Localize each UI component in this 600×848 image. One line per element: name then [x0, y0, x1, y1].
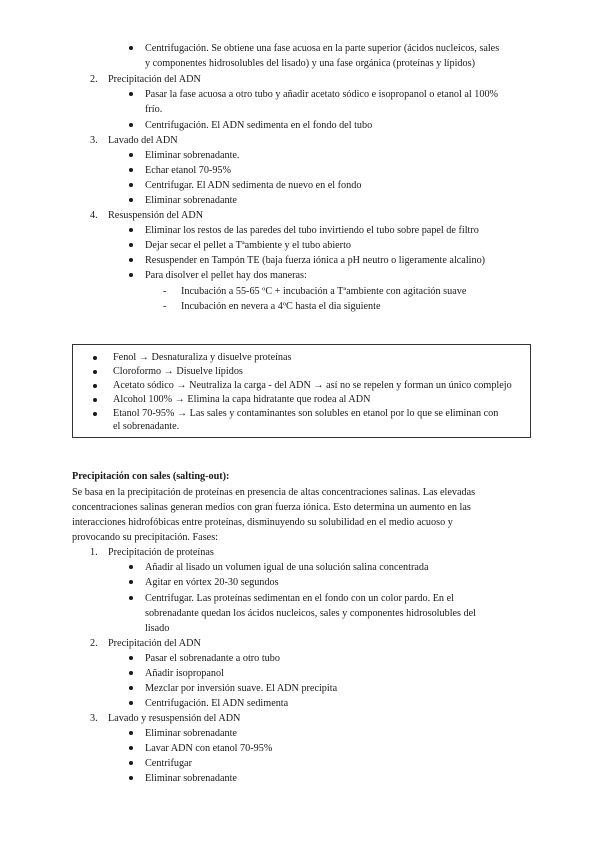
bullet-icon: [129, 153, 133, 157]
bullet-icon: [129, 228, 133, 232]
list-item-continuation: frío.: [145, 104, 163, 115]
bullet-icon: [129, 123, 133, 127]
bullet-icon: [129, 198, 133, 202]
section-title: Precipitación con sales (salting-out):: [72, 471, 230, 482]
bullet-icon: [129, 243, 133, 247]
list-item: Centrifugación. El ADN sedimenta: [145, 698, 289, 709]
list-item: Eliminar sobrenadante: [145, 773, 237, 784]
list-item: Centrifugación. El ADN sedimenta en el fondo del tubo: [145, 120, 373, 131]
list-item: Centrifugación. Se obtiene una fase acuosa en la parte superior (ácidos nucleicos, sales: [145, 43, 500, 54]
bullet-icon: [93, 398, 97, 402]
step-heading: Lavado y resuspensión del ADN: [108, 713, 241, 724]
list-item: Dejar secar el pellet a Tªambiente y el tubo abierto: [145, 240, 351, 251]
bullet-icon: [93, 412, 97, 416]
step-heading: Precipitación del ADN: [108, 74, 201, 85]
list-item: Pasar la fase acuosa a otro tubo y añadir acetato sódico e isopropanol o etanol al 100%: [145, 89, 499, 100]
list-item: Agitar en vórtex 20-30 segundos: [145, 577, 279, 588]
list-item: Centrifugar. El ADN sedimenta de nuevo en el fondo: [145, 180, 362, 191]
list-item: Añadir al lisado un volumen igual de una solución salina concentrada: [145, 562, 429, 573]
bullet-icon: [129, 596, 133, 600]
paragraph-line: interacciones hidrofóbicas entre proteínas, disminuyendo su solubilidad en el medio acuoso y: [72, 517, 453, 528]
sub-list-item: Incubación a 55-65 ºC + incubación a Tªambiente con agitación suave: [181, 286, 467, 297]
bullet-icon: [129, 761, 133, 765]
bullet-icon: [93, 384, 97, 388]
step-number: 3.: [90, 135, 98, 146]
list-item: Para disolver el pellet hay dos maneras:: [145, 270, 307, 281]
bullet-icon: [129, 701, 133, 705]
list-item-continuation: sobrenadante quedan los ácidos nucleicos, sales y componentes hidrosolubles del: [145, 608, 477, 619]
dash-icon: -: [163, 286, 167, 297]
bullet-icon: [129, 656, 133, 660]
bullet-icon: [93, 356, 97, 360]
step-heading: Resuspensión del ADN: [108, 210, 204, 221]
list-item: Resuspender en Tampón TE (baja fuerza iónica a pH neutro o ligeramente alcalino): [145, 255, 486, 266]
step-heading: Precipitación de proteínas: [108, 547, 214, 558]
list-item: Centrifugar: [145, 758, 192, 769]
bullet-icon: [93, 370, 97, 374]
list-item: Eliminar los restos de las paredes del tubo invirtiendo el tubo sobre papel de filtro: [145, 225, 479, 236]
list-item-continuation: y componentes hidrosolubles del lisado) y una fase orgánica (proteínas y lípidos): [145, 58, 475, 69]
box-item: Acetato sódico → Neutraliza la carga - del ADN → así no se repelen y forman un único complejo: [113, 380, 512, 391]
box-item: Fenol → Desnaturaliza y disuelve proteínas: [113, 352, 292, 363]
box-item: Cloroformo → Disuelve lípidos: [113, 366, 243, 377]
step-heading: Lavado del ADN: [108, 135, 178, 146]
bullet-icon: [129, 731, 133, 735]
step-number: 2.: [90, 74, 98, 85]
step-number: 2.: [90, 638, 98, 649]
bullet-icon: [129, 46, 133, 50]
step-heading: Precipitación del ADN: [108, 638, 201, 649]
box-item: Etanol 70-95% → Las sales y contaminantes son solubles en etanol por lo que se eliminan con: [113, 408, 499, 419]
paragraph-line: Se basa en la precipitación de proteínas en presencia de altas concentraciones salinas. Las elevadas: [72, 487, 476, 498]
list-item: Mezclar por inversión suave. El ADN precipita: [145, 683, 338, 694]
paragraph-line: provocando su precipitación. Fases:: [72, 532, 218, 543]
list-item: Lavar ADN con etanol 70-95%: [145, 743, 273, 754]
bullet-icon: [129, 671, 133, 675]
bullet-icon: [129, 92, 133, 96]
bullet-icon: [129, 273, 133, 277]
step-number: 4.: [90, 210, 98, 221]
list-item: Eliminar sobrenadante: [145, 195, 237, 206]
list-item: Echar etanol 70-95%: [145, 165, 231, 176]
bullet-icon: [129, 183, 133, 187]
bullet-icon: [129, 686, 133, 690]
bullet-icon: [129, 258, 133, 262]
list-item: Centrifugar. Las proteínas sedimentan en el fondo con un color pardo. En el: [145, 593, 454, 604]
paragraph-line: concentraciones salinas generan medios con gran fuerza iónica. Esto determina un aumento en las: [72, 502, 471, 513]
list-item: Pasar el sobrenadante a otro tubo: [145, 653, 280, 664]
bullet-icon: [129, 565, 133, 569]
bullet-icon: [129, 746, 133, 750]
bullet-icon: [129, 580, 133, 584]
box-item: Alcohol 100% → Elimina la capa hidratante que rodea al ADN: [113, 394, 371, 405]
list-item: Eliminar sobrenadante: [145, 728, 237, 739]
sub-list-item: Incubación en nevera a 4ºC hasta el dia siguiente: [181, 301, 381, 312]
list-item-continuation: lisado: [145, 623, 170, 634]
step-number: 3.: [90, 713, 98, 724]
box-item-continuation: el sobrenadante.: [113, 421, 180, 432]
dash-icon: -: [163, 301, 167, 312]
bullet-icon: [129, 168, 133, 172]
bullet-icon: [129, 776, 133, 780]
list-item: Añadir isopropanol: [145, 668, 224, 679]
step-number: 1.: [90, 547, 98, 558]
list-item: Eliminar sobrenadante.: [145, 150, 240, 161]
